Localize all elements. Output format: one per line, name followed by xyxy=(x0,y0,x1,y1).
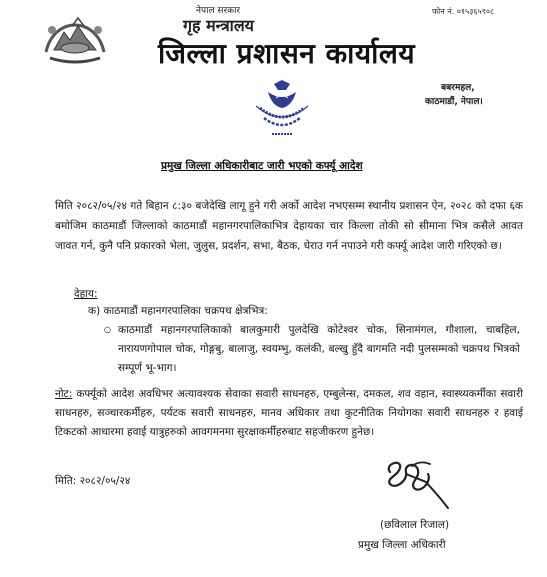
phone-number: फोन नं. ०१५३६५९०८ xyxy=(432,7,495,16)
bullet-text: काठमाडौं महानगरपालिकाको बालकुमारी पुलदेखि कोटेश्वर चोक, सिनामंगल, गौशाला, चाबहिल, नारायणगोपाल चोक, गोङ्गबु, बालाजु, स्वयम्भु, कलंकी, बल्खु हुँदै बागमति नदी पुलसम्मको चक्रपथ भित्रको सम्पूर्ण भू-भाग। xyxy=(118,324,520,374)
note-label: नोट: xyxy=(55,388,73,400)
nepal-emblem-icon xyxy=(40,8,110,66)
reference-label: देहाय: xyxy=(74,288,98,300)
office-stamp-icon xyxy=(246,78,318,140)
bullet-icon: ○ xyxy=(104,325,111,334)
address-line-2: काठमाडौं, नेपाल। xyxy=(425,97,483,107)
signer-name: (छविलाल रिजाल) xyxy=(380,519,450,531)
office-title: जिल्ला प्रशासन कार्यालय xyxy=(158,37,416,70)
main-paragraph: मिति २०८२/०५/२४ गते बिहान ८:३० बजेदेखि लागू हुने गरी अर्को आदेश नभएसम्म स्थानीय प्रशासन ऐन, २०२८ को दफा ६क बमोजिम काठमाडौं जिल्लाको काठमाडौं महानगरपालिकाभित्र देहायका चार किल्ला तोकी सो सीमाना भित्र कसैले आवत जावत गर्न, कुनै पनि प्रकारको भेला, जुलुस, प्रदर्शन, सभा, बैठक, घेराउ गर्न नपाउने गरी कर्फ्यू आदेश जारी गरिएको छ। xyxy=(55,200,523,252)
note-paragraph xyxy=(55,385,523,442)
signer-title: प्रमुख जिल्ला अधिकारी xyxy=(358,539,446,551)
subject-line: प्रमुख जिल्ला अधिकारीबाट जारी भएको कर्फ्यू आदेश xyxy=(161,160,363,172)
ministry-label: गृह मन्त्रालय xyxy=(183,16,254,35)
government-label: नेपाल सरकार xyxy=(196,6,241,16)
date-line: मिति: २०८२/०५/२४ xyxy=(55,475,131,487)
note-text: कर्फ्यूको आदेश अवधिभर अत्यावश्यक सेवाका सवारी साधनहरु, एम्बुलेन्स, दमकल, शव वहान, स्वास्थ्यकर्मीका सवारी साधनहरु, सञ्चारकर्मीहरु, पर्यटक सवारी साधनहरु, मानव अधिकार तथा कुटनीतिक नियोगका सवारी साधनहरु र हवाई टिकटको आधारमा हवाई यात्रुहरुको आवगमनमा सुरक्षाकर्मीहरुबाट सहजीकरण हुनेछ। xyxy=(55,388,523,438)
handwritten-signature-icon xyxy=(376,452,456,512)
address-line-1: बबरमहल, xyxy=(441,83,475,93)
list-item-a: क) काठमाडौं महानगरपालिका चक्रपथ क्षेत्रभित्र: xyxy=(88,305,268,317)
